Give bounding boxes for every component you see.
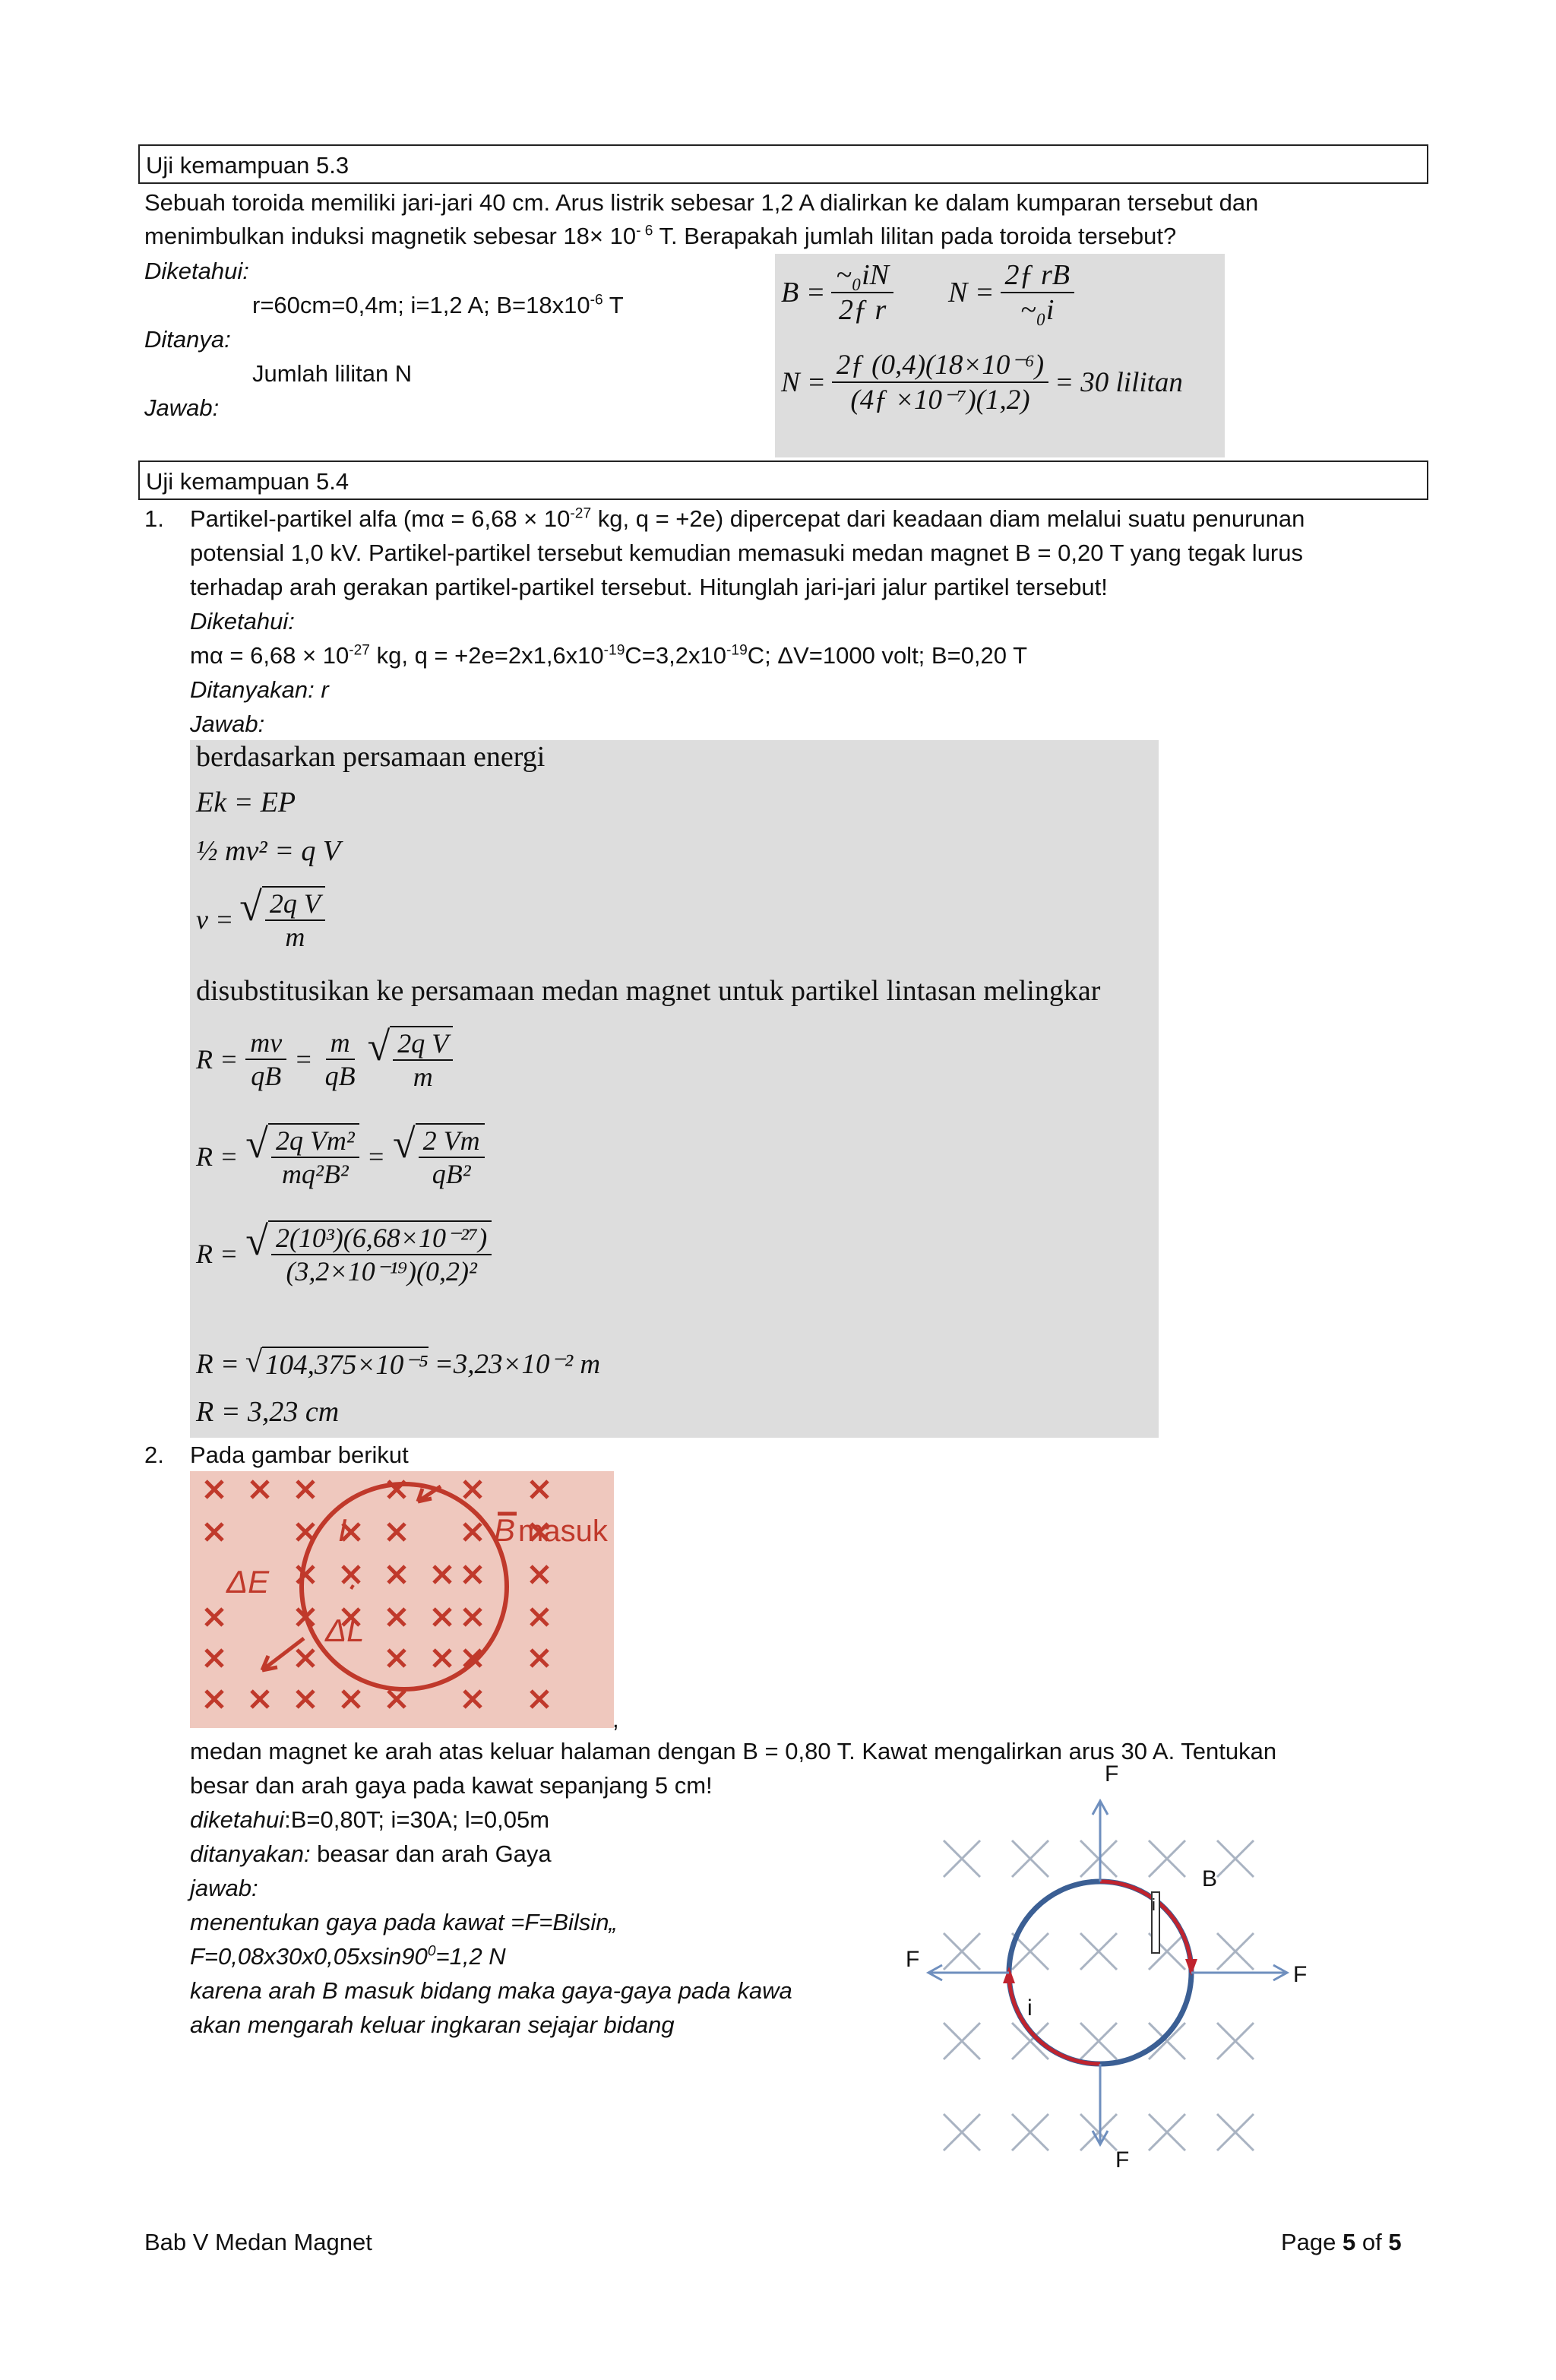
field-cross-mark (1080, 2114, 1117, 2151)
equation-N-result: N = $\frac{\text{2ƒ (0,4)(18×10⁻⁶)}}{\text{(4ƒ ×10⁻⁷)(1,2)}}$ = 30 lilitan (781, 350, 1183, 416)
ditanya-value: Jumlah lilitan N (252, 360, 413, 387)
force-label-top: F (1105, 1761, 1119, 1787)
q2-answer-line-2: $F=0,08x30x0,05xsin90^0=1,2$ N (190, 1943, 506, 1970)
field-cross-mark (944, 2023, 980, 2059)
label-delta-L: ΔL (325, 1613, 365, 1648)
field-cross-mark (1012, 2114, 1048, 2151)
field-cross-mark (1217, 1840, 1254, 1877)
force-label-right: F (1293, 1962, 1308, 1987)
question-1-line-1: Partikel-partikel alfa ($m\alpha = 6,68 \times 10^{-27}$ kg, q = +2e) dipercepat dari keadaan diam melalui suatu penurunan (190, 505, 1305, 532)
question-2-line-2: besar dan arah gaya pada kawat sepanjang 5 cm! (190, 1772, 713, 1799)
wire-loop-left (1009, 1882, 1100, 2064)
section-5-3-title: Uji kemampuan 5.3 (146, 152, 349, 179)
problem-5-3-line-1: Sebuah toroida memiliki jari-jari 40 cm. Arus listrik sebesar 1,2 A dialirkan ke dalam kumparan tersebut dan (144, 189, 1259, 216)
force-arrows (928, 1801, 1287, 2144)
field-cross-mark (1012, 1840, 1048, 1877)
q2-answer-line-4: akan mengarah keluar ingkaran sejajar bidang (190, 2011, 675, 2038)
figure-force-diagram (897, 1755, 1322, 2181)
jawab-label: Jawab: (144, 394, 220, 421)
question-2-intro: Pada gambar berikut (190, 1442, 409, 1468)
q1-ditanyakan: Ditanyakan: r (190, 676, 329, 703)
field-cross-mark (1080, 1933, 1117, 1970)
label-delta-E: ΔE (226, 1564, 270, 1600)
field-cross-mark (1080, 1840, 1117, 1877)
question-1-number: 1. (144, 505, 164, 532)
wire-loop-right (1100, 1882, 1191, 2064)
question-2-line-1: medan magnet ke arah atas keluar halaman dengan B = 0,80 T. Kawat mengalirkan arus 30 A. Tentukan (190, 1738, 1277, 1764)
solution-R-3: R = √ $\frac{\text{2(10³)(6,68×10⁻²⁷)}}{\text{(3,2×10⁻¹⁹)(0,2)²}}$ (196, 1220, 492, 1287)
solution-R-2: R = √ $\frac{\text{2q Vm²}}{\text{mq²B²}}$ = √ $\frac{2 Vm}{\text{qB²}}$ (196, 1123, 485, 1190)
force-label-left: F (906, 1947, 920, 1972)
solution-R-final: R = 3,23 cm (196, 1396, 340, 1428)
field-cross-mark (1149, 2023, 1185, 2059)
figure-force-diagram-svg (897, 1755, 1322, 2181)
field-cross-mark (1080, 2023, 1117, 2059)
label-B: B (494, 1512, 516, 1548)
figure-field-diagram-svg (190, 1471, 614, 1728)
current-label-i: i (1027, 1995, 1033, 2021)
field-label-B: B (1202, 1866, 1218, 1891)
field-cross-mark (944, 1933, 980, 1970)
q2-jawab: jawab: (190, 1875, 258, 1901)
solution-line-substitute: disubstitusikan ke persamaan medan magnet untuk partikel lintasan melingkar (196, 975, 1101, 1007)
q2-ditanyakan: ditanyakan: beasar dan arah Gaya (190, 1840, 552, 1867)
q2-diketahui: diketahui:B=0,80T; i=30A; l=0,05m (190, 1806, 550, 1833)
section-5-4-title: Uji kemampuan 5.4 (146, 468, 349, 495)
footer-page: Page 5 of 5 (1281, 2229, 1402, 2255)
label-I: I (338, 1512, 347, 1548)
field-cross-mark (1217, 1933, 1254, 1970)
equation-N: N = $\frac{\text{2ƒ rB}}{\text{\textasciitilde{}₀i}}$ (948, 258, 1074, 327)
current-label-segment: i (1152, 1895, 1156, 1914)
diketahui-value: r=60cm=0,4m; i=1,2 A; $B=18x10^{-6}$ T (252, 292, 624, 318)
solution-R-1: R = $\frac{mv}{qB}$ = $\frac{m}{qB}$ √ $\frac{\text{2q V}}{m}$ (196, 1026, 453, 1093)
figure-field-diagram (190, 1471, 614, 1728)
ditanya-label: Ditanya: (144, 326, 231, 353)
question-1-line-2: potensial 1,0 kV. Partikel-partikel tersebut kemudian memasuki medan magnet B = 0,20 T yang tegak lurus (190, 540, 1303, 566)
q1-diketahui-value: $m\alpha = 6,68 \times 10^{-27}$ kg, $q = +2e=2x1,6x10^{-19}C=3,2x10^{-19}C$; ΔV=1000 volt; B=0,20 T (190, 642, 1028, 669)
wire-current-top-right (1100, 1882, 1191, 1973)
solution-line-kinetic: ½ mv² = q V (196, 835, 341, 867)
q2-answer-line-1: menentukan gaya pada kawat =F=Bilsin„ (190, 1909, 617, 1935)
field-cross-mark (1149, 1840, 1185, 1877)
field-cross-mark (1149, 2114, 1185, 2151)
solution-R-4: R = √ 104,375×10⁻⁵ =3,23×10⁻² m (196, 1344, 601, 1381)
q1-diketahui-label: Diketahui: (190, 608, 295, 635)
figure-trailing-comma: , (612, 1706, 619, 1733)
label-masuk: masuk (518, 1514, 608, 1548)
field-cross-mark (944, 2114, 980, 2151)
question-1-line-3: terhadap arah gerakan partikel-partikel tersebut. Hitunglah jari-jari jalur partikel tersebut! (190, 574, 1108, 600)
solution-line-energy: berdasarkan persamaan energi (196, 741, 546, 773)
field-cross-mark (1217, 2114, 1254, 2151)
problem-5-3-line-2: menimbulkan induksi magnetik sebesar $18\times 10^{- 6}$ T. Berapakah jumlah lilitan pada toroida tersebut? (144, 223, 1177, 249)
force-label-bottom: F (1115, 2147, 1130, 2173)
field-cross-mark (944, 1840, 980, 1877)
solution-line-ek-ep: Ek = EP (196, 786, 296, 818)
question-2-number: 2. (144, 1442, 164, 1468)
q1-jawab-label: Jawab: (190, 711, 265, 737)
solution-line-velocity: v = √ $\frac{\text{2q V}}{m}$ (196, 886, 325, 953)
field-cross-mark (1217, 2023, 1254, 2059)
diketahui-label: Diketahui: (144, 258, 249, 284)
footer-chapter: Bab V Medan Magnet (144, 2229, 372, 2255)
equation-B: B = $\frac{\text{\textasciitilde{}₀iN}}{\text{2ƒ r}}$ (781, 258, 893, 327)
q2-answer-line-3: karena arah B masuk bidang maka gaya-gaya pada kawa (190, 1977, 792, 2004)
